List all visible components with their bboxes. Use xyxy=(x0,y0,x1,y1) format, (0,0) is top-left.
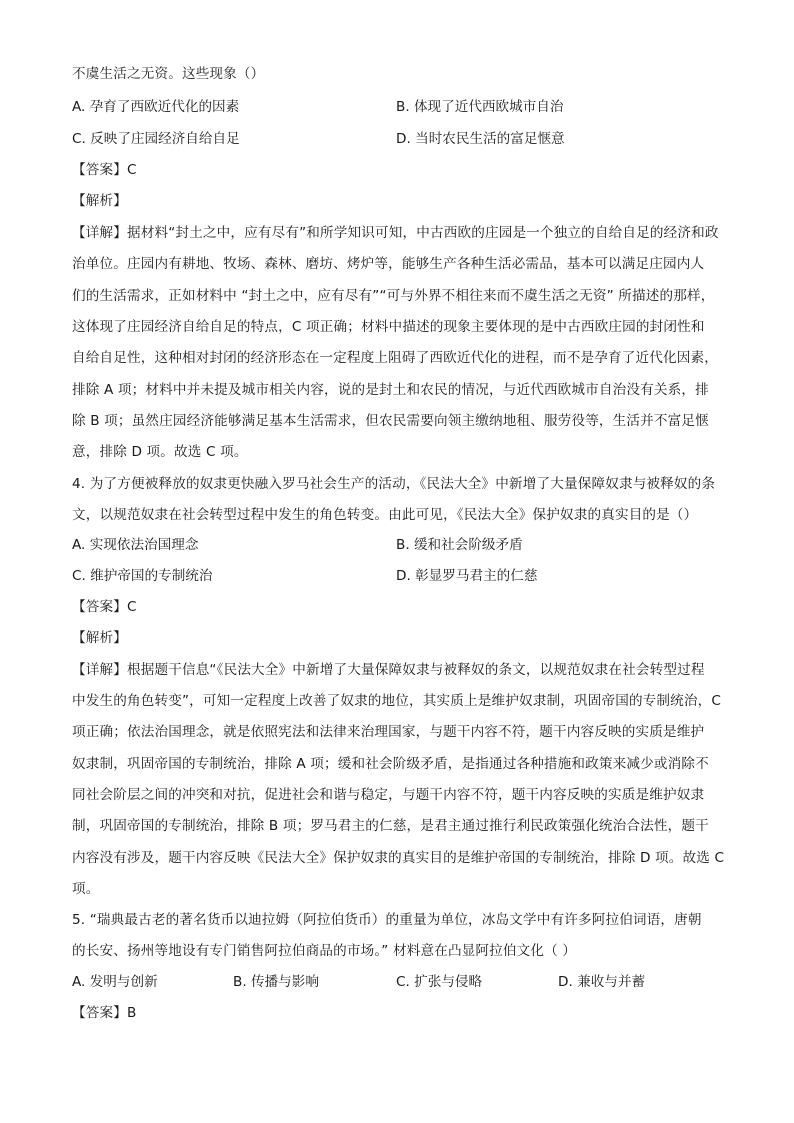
q4-analysis-label: 【解析】 xyxy=(72,630,127,646)
q3-detail-line: 治单位。庄园内有耕地、牧场、森林、磨坊、烤炉等，能够生产各种生活必需品，基本可以满足庄园内人 xyxy=(72,256,705,272)
q4-detail-line: 内容没有涉及，题干内容反映《民法大全》保护奴隶的真实目的是维护帝国的专制统治，排除 D 项。故选 C xyxy=(72,850,725,866)
q5-answer: 【答案】B xyxy=(72,1005,137,1021)
q4-answer: 【答案】C xyxy=(72,599,137,615)
q4-option-b[interactable]: B. 缓和社会阶级矛盾 xyxy=(396,537,523,553)
q4-option-a[interactable]: A. 实现依法治国理念 xyxy=(72,537,199,553)
q4-detail-line: 【详解】根据题干信息“《民法大全》中新增了大量保障奴隶与被释奴的条文，以规范奴隶在社会转型过程 xyxy=(72,662,705,678)
q3-detail-line: 【详解】据材料“封土之中，应有尽有”和所学知识可知，中古西欧的庄园是一个独立的自给自足的经济和政 xyxy=(72,225,719,241)
q3-detail-line: 自给自足性，这种相对封闭的经济形态在一定程度上阻碍了西欧近代化的进程，而不是孕育了近代化因素， xyxy=(72,350,718,366)
q3-answer: 【答案】C xyxy=(72,162,137,178)
q5-option-a[interactable]: A. 发明与创新 xyxy=(72,974,158,990)
q3-option-a[interactable]: A. 孕育了西欧近代化的因素 xyxy=(72,99,240,115)
q4-detail-line: 奴隶制，巩固帝国的专制统治，排除 A 项；缓和社会阶级矛盾，是指通过各种措施和政策来减少或消除不 xyxy=(72,756,709,772)
q3-stem-end: 不虞生活之无资。这些现象（） xyxy=(72,66,265,82)
q4-detail-line: 中发生的角色转变”，可知一定程度上改善了奴隶的地位，其实质上是维护奴隶制，巩固帝国的专制统治，C xyxy=(72,693,722,709)
q5-option-c[interactable]: C. 扩张与侵略 xyxy=(396,974,483,990)
q3-detail-line: 们的生活需求，正如材料中 “封土之中，应有尽有”“可与外界不相往来而不虞生活之无资” 所描述的那样， xyxy=(72,288,715,304)
q4-detail-line: 制，巩固帝国的专制统治，排除 B 项；罗马君主的仁慈，是君主通过推行利民政策强化统治合法性，题干 xyxy=(72,818,709,834)
q4-stem-line: 文，以规范奴隶在社会转型过程中发生的角色转变。由此可见，《民法大全》保护奴隶的真实目的是（） xyxy=(72,507,698,523)
q5-stem-line: 5. “瑞典最古老的著名货币以迪拉姆（阿拉伯货币）的重量为单位，冰岛文学中有许多阿拉伯词语，唐朝 xyxy=(72,912,702,928)
q3-detail-line: 这体现了庄园经济自给自足的特点，C 项正确；材料中描述的现象主要体现的是中古西欧庄园的封闭性和 xyxy=(72,319,705,335)
q3-detail-line: 意，排除 D 项。故选 C 项。 xyxy=(72,444,248,460)
q3-detail-line: 除 B 项；虽然庄园经济能够满足基本生活需求，但农民需要向领主缴纳地租、服劳役等，生活并不富足惬 xyxy=(72,413,709,429)
q4-stem-line: 4. 为了方便被释放的奴隶更快融入罗马社会生产的活动，《民法大全》中新增了大量保障奴隶与被释奴的条 xyxy=(72,476,716,492)
q3-analysis-label: 【解析】 xyxy=(72,193,127,209)
q5-option-d[interactable]: D. 兼收与并蓄 xyxy=(558,974,646,990)
q3-option-b[interactable]: B. 体现了近代西欧城市自治 xyxy=(396,99,564,115)
q5-option-b[interactable]: B. 传播与影响 xyxy=(233,974,319,990)
q4-detail-line: 项正确；依法治国理念，就是依照宪法和法律来治理国家，与题干内容不符，题干内容反映的实质是维护 xyxy=(72,724,705,740)
q3-option-d[interactable]: D. 当时农民生活的富足惬意 xyxy=(396,131,565,147)
q3-detail-line: 排除 A 项；材料中并未提及城市相关内容，说的是封土和农民的情况，与近代西欧城市自治没有关系，排 xyxy=(72,382,709,398)
q5-stem-line: 的长安、扬州等地设有专门销售阿拉伯商品的市场。” 材料意在凸显阿拉伯文化（ ） xyxy=(72,943,577,959)
q4-option-c[interactable]: C. 维护帝国的专制统治 xyxy=(72,568,213,584)
q4-option-d[interactable]: D. 彰显罗马君主的仁慈 xyxy=(396,568,538,584)
q3-option-c[interactable]: C. 反映了庄园经济自给自足 xyxy=(72,131,240,147)
q4-detail-line: 同社会阶层之间的冲突和对抗，促进社会和谐与稳定，与题干内容不符，题干内容反映的实质是维护奴隶 xyxy=(72,787,705,803)
q4-detail-line: 项。 xyxy=(72,881,100,897)
